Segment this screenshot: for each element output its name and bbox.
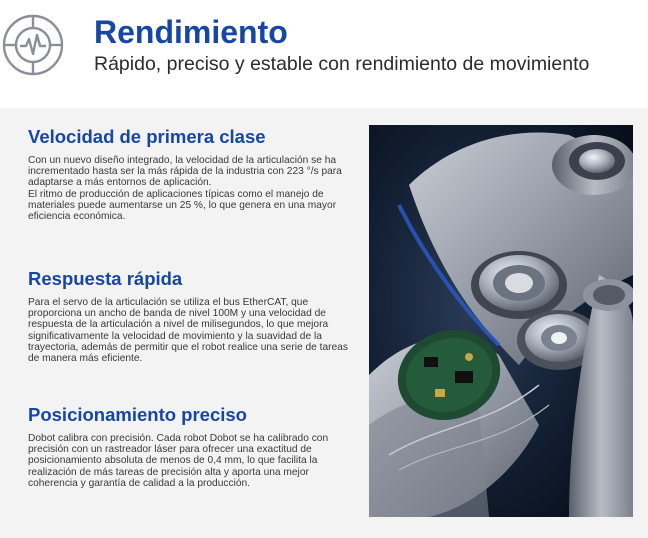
section-paragraph: El ritmo de producción de aplicaciones típicas como el manejo de materiales puede aumentarse un 25 %, lo que genera en una mayor eficiencia económica.: [28, 188, 337, 223]
section-paragraph: Dobot calibra con precisión. Cada robot Dobot se ha calibrado con precisión con un rastreador láser para ofrecer una exactitud de posicionamiento absoluta de menos de 0,4 mm, lo que facilita la realización de más tareas de precisión alta y aporta una mejor coherencia y garantía de calidad a la producción.: [28, 433, 329, 489]
section-heading: Velocidad de primera clase: [28, 126, 266, 147]
section-heading: Posicionamiento preciso: [28, 404, 247, 425]
robot-arm-image: [369, 125, 633, 517]
page-subtitle: Rápido, preciso y estable con rendimiento de movimiento: [94, 53, 590, 75]
performance-pulse-icon: [2, 14, 64, 76]
page-title: Rendimiento: [94, 14, 288, 50]
section-paragraph: Para el servo de la articulación se utiliza el bus EtherCAT, que proporciona un ancho de banda de nivel 100M y una velocidad de respuesta de la articulación a nivel de milisegundos, lo que mejora significativamente la velocidad de movimiento y la suavidad de la trayectoria, además de permitir que el robot realice una serie de tareas de manera más eficiente.: [28, 297, 348, 365]
content-panel: [0, 108, 648, 538]
section-speed: [28, 126, 358, 222]
header: [0, 0, 648, 100]
section-response: [28, 268, 358, 364]
section-heading: Respuesta rápida: [28, 268, 183, 289]
section-positioning: [28, 404, 358, 489]
robot-arm-joint-cutaway-image: [369, 125, 633, 517]
section-paragraph: Con un nuevo diseño integrado, la velocidad de la articulación se ha incrementado hasta ser la más rápida de la industria con 223 °/s para adaptarse a más entornos de aplicación.: [28, 155, 342, 189]
